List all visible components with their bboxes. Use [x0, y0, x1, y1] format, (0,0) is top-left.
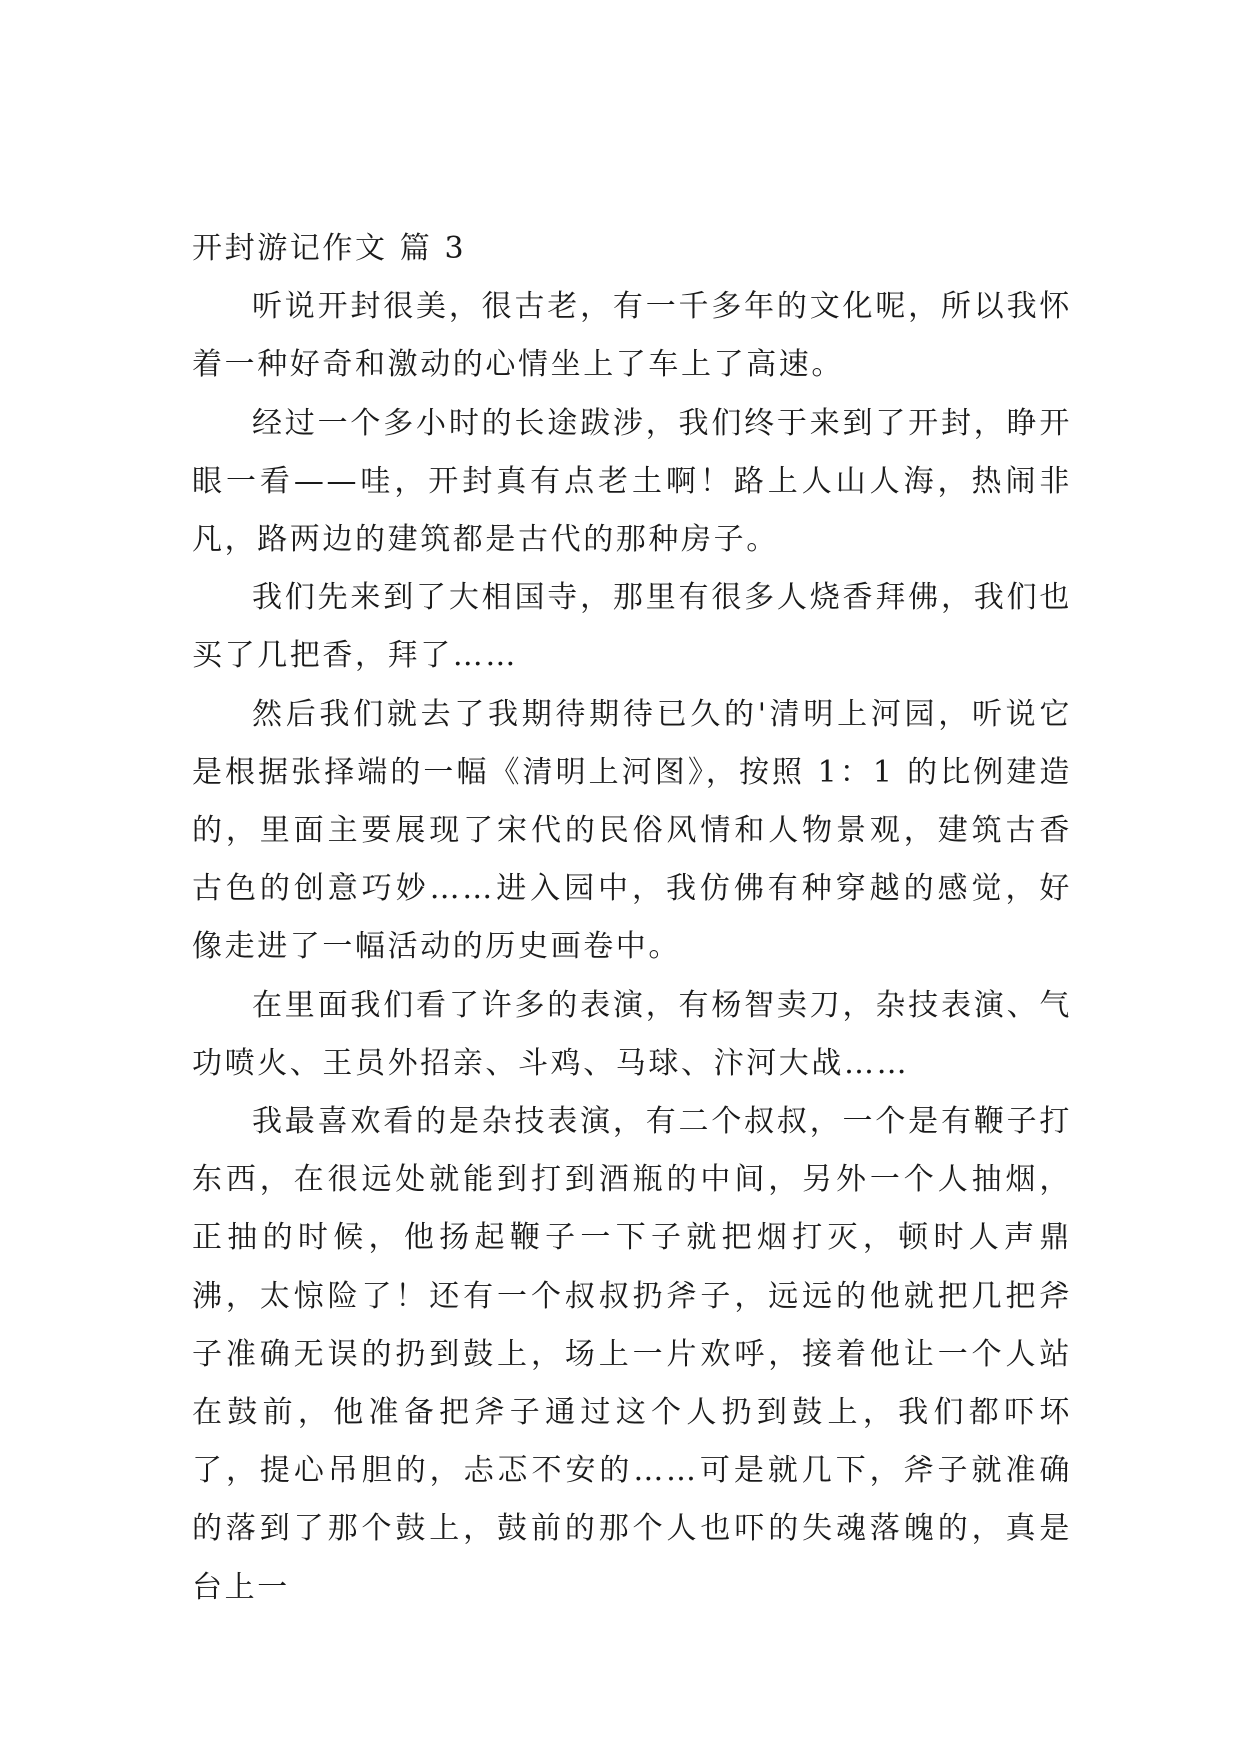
paragraph-arrival: 经过一个多小时的长途跋涉，我们终于来到了开封，睁开眼一看——哇，开封真有点老土啊！路上人山人海，热闹非凡，路两边的建筑都是古代的那种房子。	[192, 405, 1072, 558]
paragraph-acrobatics: 我最喜欢看的是杂技表演，有二个叔叔，一个是有鞭子打东西，在很远处就能到打到酒瓶的中间，另外一个人抽烟，正抽的时候，他扬起鞭子一下子就把烟打灭，顿时人声鼎沸，太惊险了！还有一个叔叔扔斧子，远远的他就把几把斧子准确无误的扔到鼓上，场上一片欢呼，接着他让一个人站在鼓前，他准备把斧子通过这个人扔到鼓上，我们都吓坏了，提心吊胆的，忐忑不安的……可是就几下，斧子就准确的落到了那个鼓上，鼓前的那个人也吓的失魂落魄的，真是台上一	[192, 1104, 1072, 1605]
paragraph-park: 然后我们就去了我期待期待已久的'清明上河园，听说它是根据张择端的一幅《清明上河图》，按照 1：1 的比例建造的，里面主要展现了宋代的民俗风情和人物景观，建筑古香古色的创意巧妙……进入园中，我仿佛有种穿越的感觉，好像走进了一幅活动的历史画卷中。	[192, 696, 1072, 965]
paragraph-shows: 在里面我们看了许多的表演，有杨智卖刀，杂技表演、气功喷火、王员外招亲、斗鸡、马球、汴河大战……	[192, 987, 1072, 1081]
paragraph-temple: 我们先来到了大相国寺，那里有很多人烧香拜佛，我们也买了几把香，拜了……	[192, 580, 1072, 674]
paragraph-intro: 听说开封很美，很古老，有一千多年的文化呢，所以我怀着一种好奇和激动的心情坐上了车上了高速。	[192, 289, 1072, 383]
article-body	[192, 220, 1072, 1617]
article-title: 开封游记作文 篇 3	[192, 231, 467, 266]
